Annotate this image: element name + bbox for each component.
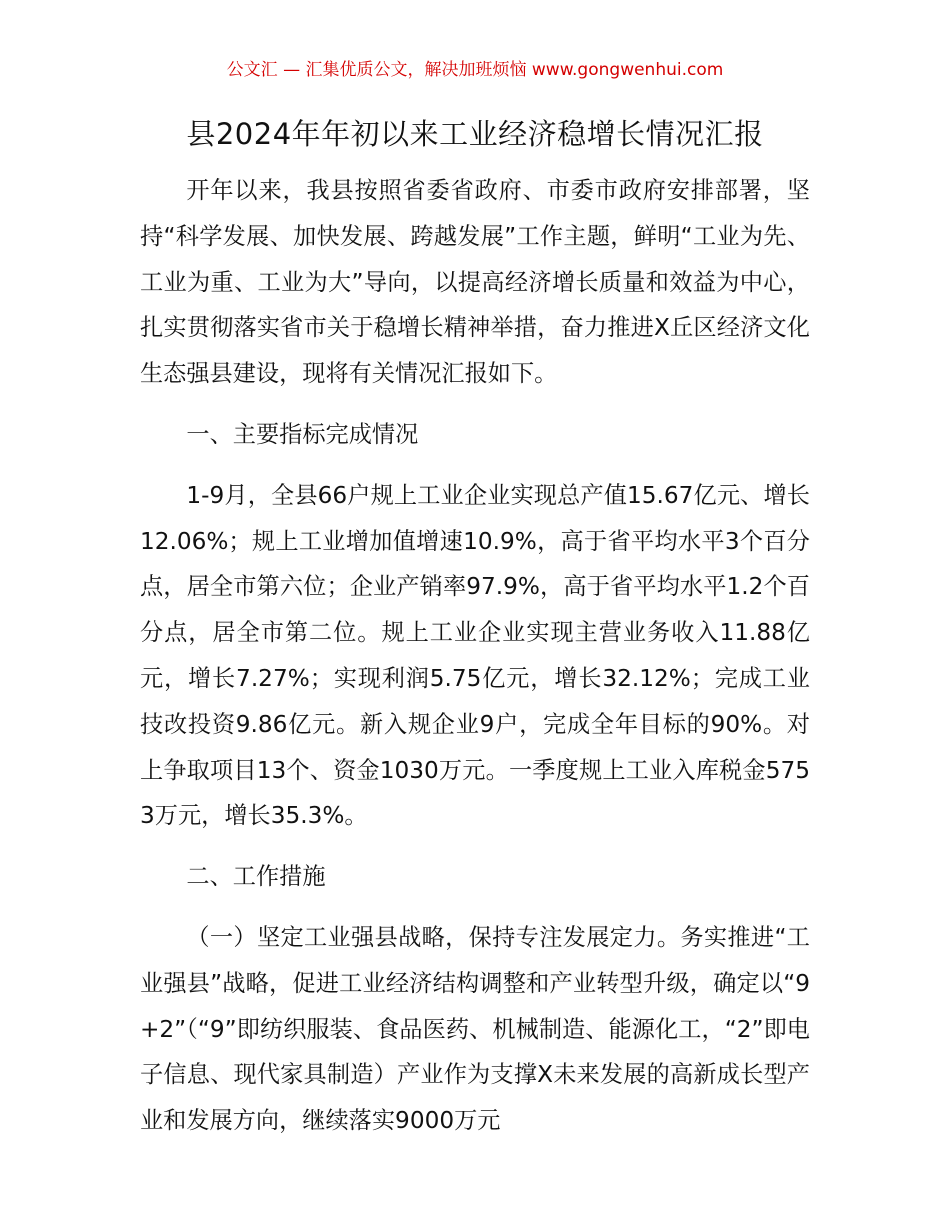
- document-body: [140, 168, 810, 1144]
- document-title: 县2024年年初以来工业经济稳增长情况汇报: [186, 117, 764, 151]
- section-1-paragraph: 1-9月，全县66户规上工业企业实现总产值15.67亿元、增长12.06%；规上工业增加值增速10.9%，高于省平均水平3个百分点，居全市第六位；企业产销率97.9%，高于省平均水平1.2个百分点，居全市第二位。规上工业企业实现主营业务收入11.88亿元，增长7.27%；实现利润5.75亿元，增长32.12%；完成工业技改投资9.86亿元。新入规企业9户，完成全年目标的90%。对上争取项目13个、资金1030万元。一季度规上工业入库税金5753万元，增长35.3%。: [140, 481, 810, 830]
- intro-paragraph: 开年以来，我县按照省委省政府、市委市政府安排部署，坚持“科学发展、加快发展、跨越发展”工作主题，鲜明“工业为先、工业为重、工业为大”导向，以提高经济增长质量和效益为中心，扎实贯彻落实省市关于稳增长精神举措，奋力推进X丘区经济文化生态强县建设，现将有关情况汇报如下。: [140, 177, 810, 388]
- paragraph-gap: [140, 397, 810, 412]
- paragraph-gap: [140, 458, 810, 473]
- paragraph-gap: [140, 900, 810, 915]
- section-1-heading: 一、主要指标完成情况: [186, 420, 419, 448]
- section-2-heading: 二、工作措施: [186, 863, 326, 891]
- paragraph-gap: [140, 839, 810, 854]
- section-2-item-1-paragraph: （一）坚定工业强县战略，保持专注发展定力。务实推进“工业强县”战略，促进工业经济结构调整和产业转型升级，确定以“9+2”（“9”即纺织服装、食品医药、机械制造、能源化工，“2”即电子信息、现代家具制造）产业作为支撑X未来发展的高新成长型产业和发展方向，继续落实9000万元: [140, 923, 810, 1135]
- header-banner: 公文汇 — 汇集优质公文，解决加班烦恼 www.gongwenhui.com: [226, 60, 724, 80]
